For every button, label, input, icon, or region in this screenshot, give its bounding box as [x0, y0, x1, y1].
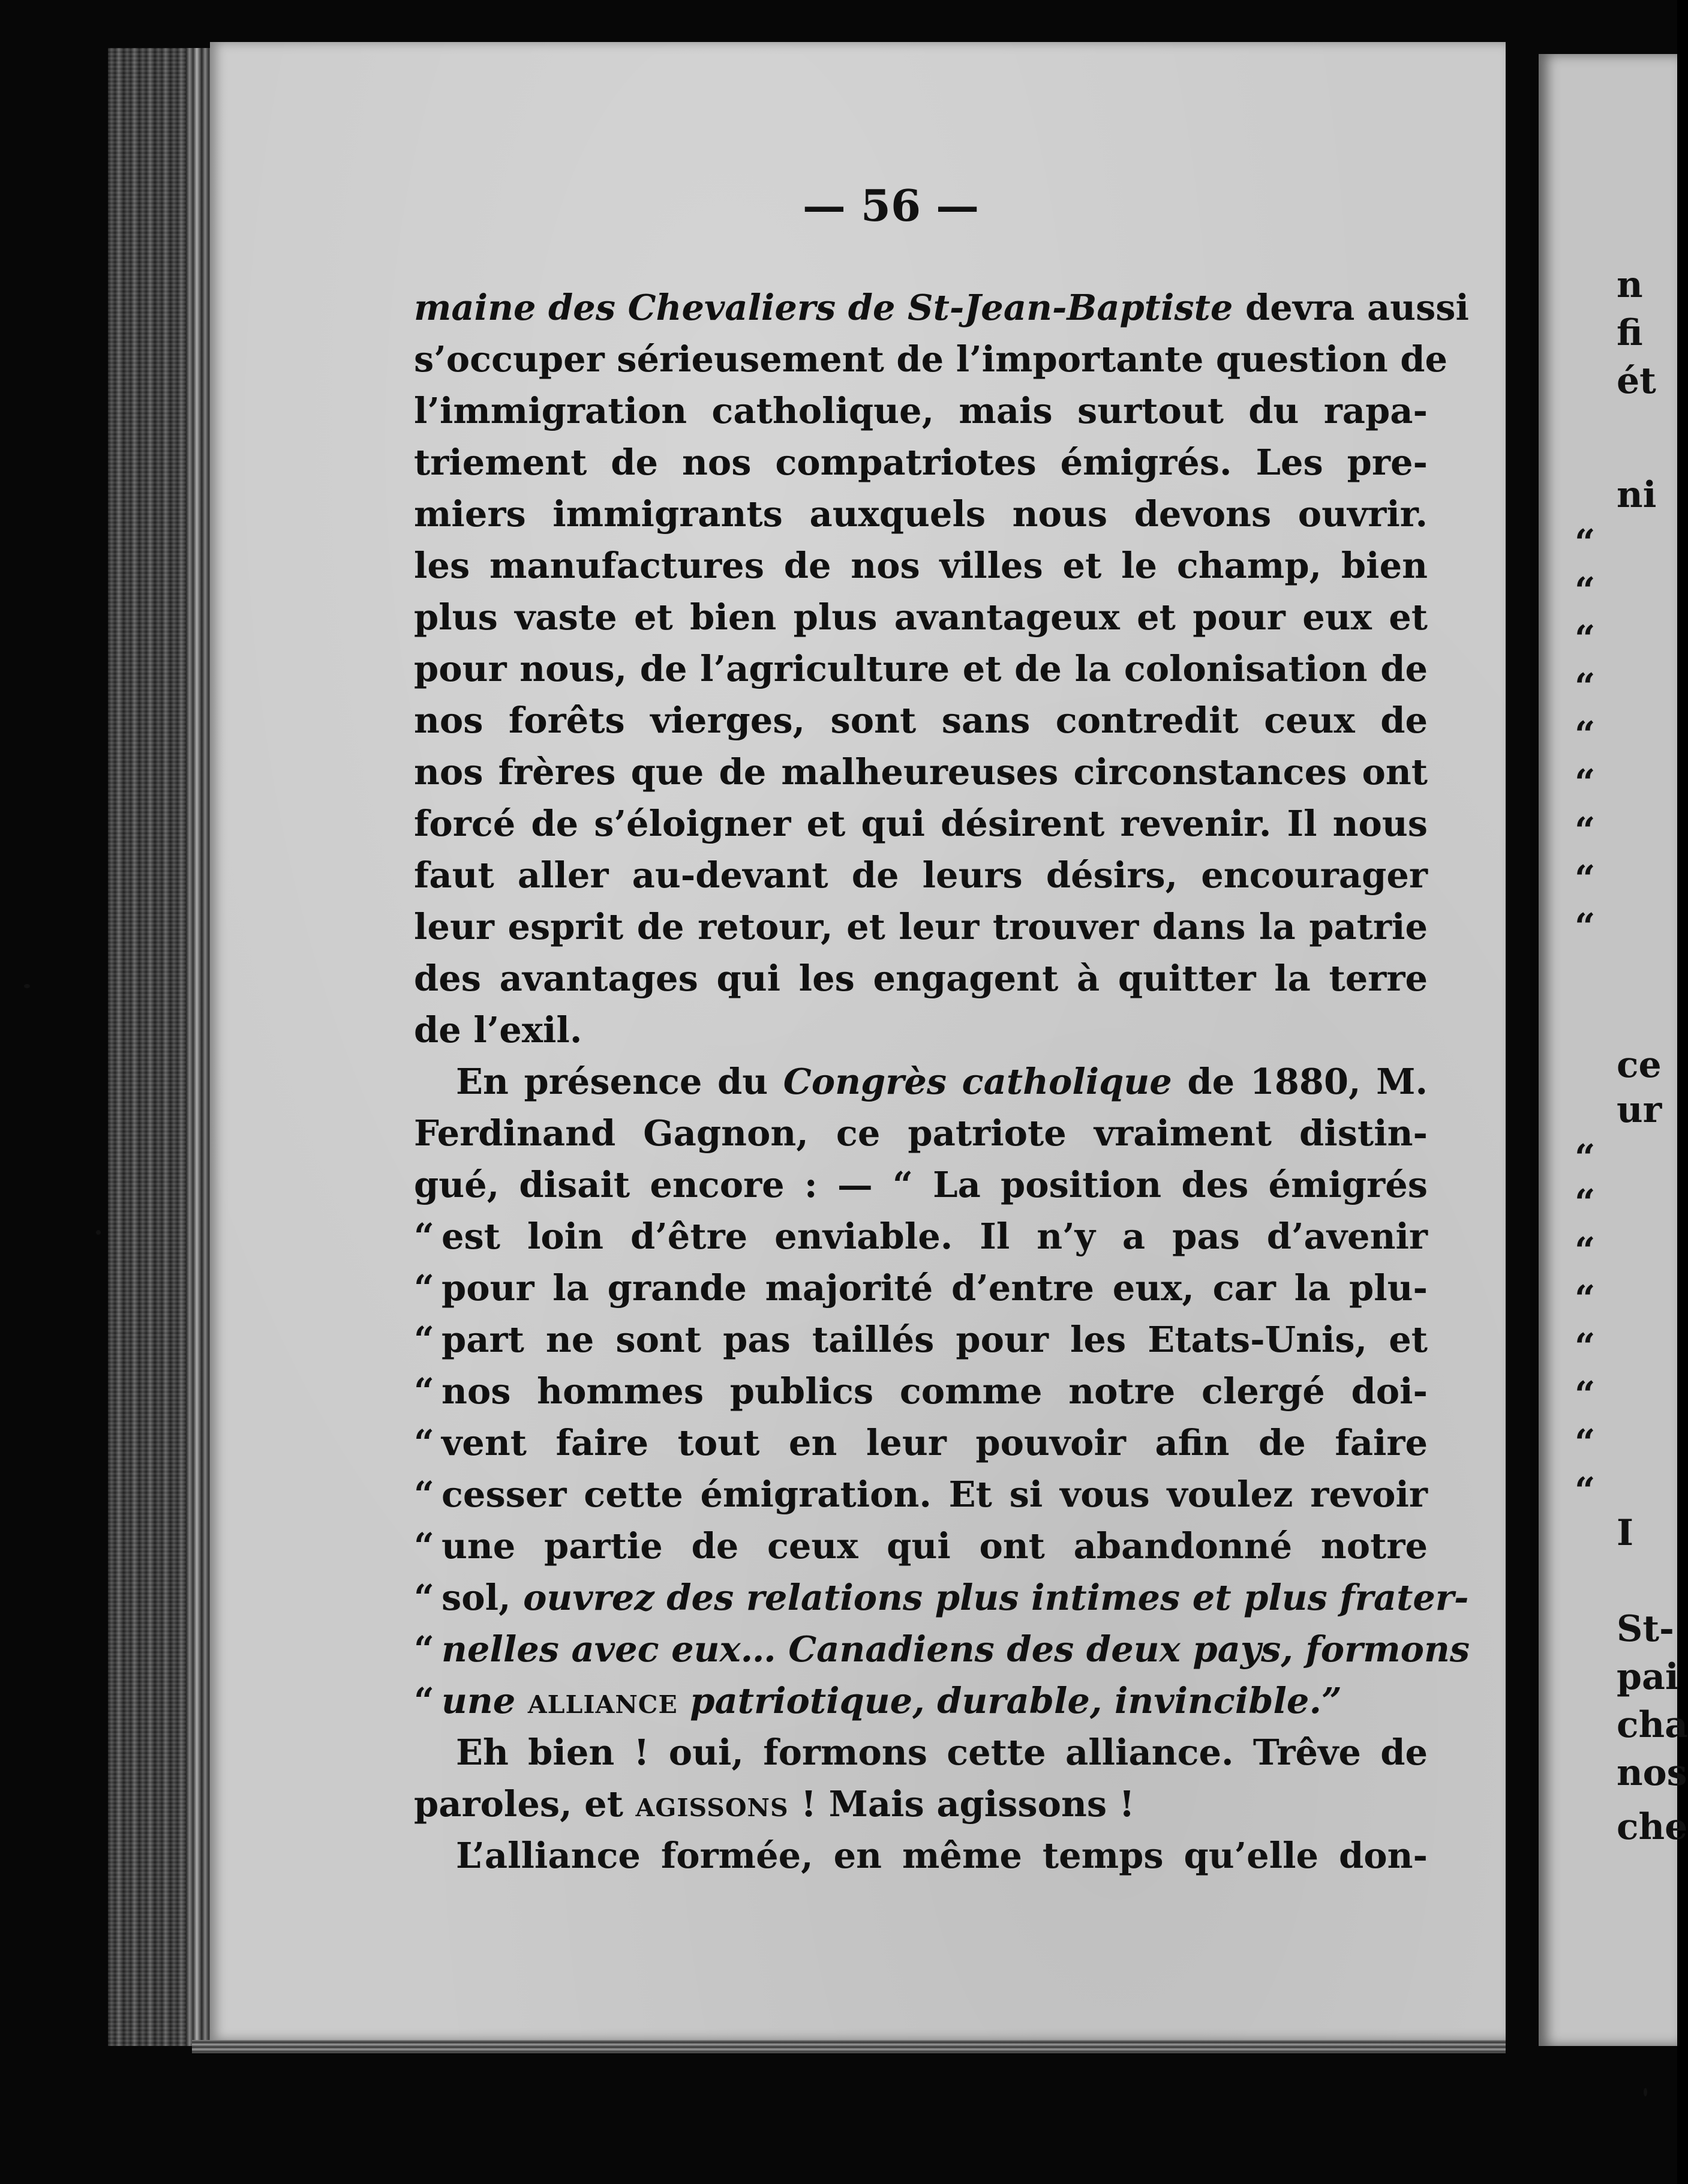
- facing-page-text-fragment: fi: [1617, 312, 1643, 354]
- italic-text: une: [441, 1680, 528, 1721]
- facing-page-text-fragment: “: [1575, 618, 1596, 660]
- text-segment: pour nous, de l’agriculture et de la colonisation de: [414, 648, 1428, 689]
- text-line: [414, 1778, 1428, 1830]
- text-line: [414, 385, 1428, 437]
- quote-mark: “: [414, 1267, 434, 1309]
- facing-page-text-fragment: “: [1575, 810, 1596, 852]
- quote-mark: “: [414, 1525, 434, 1567]
- quote-mark: “: [414, 1577, 434, 1618]
- facing-page-fragment: [1539, 54, 1688, 2046]
- text-line: [414, 850, 1428, 901]
- facing-page-text-fragment: “: [1575, 714, 1596, 756]
- quote-mark: “: [414, 1319, 434, 1360]
- text-segment: miers immigrants auxquels nous devons ouvrir.: [414, 493, 1428, 535]
- italic-text: nelles avec eux… Canadiens des deux pays, formons: [441, 1628, 1470, 1670]
- facing-page-text-fragment: che: [1617, 1806, 1688, 1848]
- scan-speck: [24, 984, 30, 988]
- quote-mark: “: [414, 1370, 434, 1412]
- facing-page-text-fragment: “: [1575, 1230, 1596, 1272]
- facing-page-text-fragment: “: [1575, 762, 1596, 804]
- facing-page-text-fragment: “: [1575, 1182, 1596, 1224]
- text-segment: une partie de ceux qui ont abandonné notre: [441, 1525, 1428, 1567]
- text-line: [414, 592, 1428, 643]
- book-page-bottom-edge: [192, 2040, 1506, 2053]
- text-segment: leur esprit de retour, et leur trouver dans la patrie: [414, 906, 1428, 947]
- italic-text: ouvrez des relations plus intimes et plus frater-: [523, 1577, 1469, 1618]
- text-line: [414, 1624, 1470, 1675]
- page-text: [414, 282, 1470, 1882]
- text-segment: faut aller au-devant de leurs désirs, encourager: [414, 854, 1428, 896]
- text-line: [414, 1366, 1428, 1417]
- text-line: [414, 1056, 1428, 1108]
- quote-mark: “: [414, 1474, 434, 1515]
- text-line: [414, 1262, 1428, 1314]
- text-line: [414, 1211, 1428, 1262]
- text-line: [414, 1469, 1428, 1520]
- text-segment: plus vaste et bien plus avantageux et pour eux et: [414, 596, 1428, 638]
- quote-mark: “: [414, 1628, 434, 1670]
- facing-page-text-fragment: St-: [1617, 1608, 1674, 1650]
- text-line: [414, 1108, 1428, 1159]
- facing-page-text-fragment: I: [1617, 1512, 1634, 1554]
- text-segment: Ferdinand Gagnon, ce patriote vraiment distin-: [414, 1112, 1428, 1154]
- text-segment: vent faire tout en leur pouvoir afin de faire: [441, 1422, 1428, 1463]
- text-line: [414, 643, 1428, 695]
- text-segment: part ne sont pas taillés pour les Etats-Unis, et: [441, 1319, 1428, 1360]
- quote-mark: “: [414, 1422, 434, 1463]
- facing-page-text-fragment: “: [1575, 858, 1596, 900]
- text-line: [414, 1520, 1428, 1572]
- text-line: [414, 540, 1428, 592]
- text-segment: nos frères que de malheureuses circonstances ont: [414, 751, 1428, 793]
- small-caps-text: agissons: [635, 1783, 789, 1825]
- text-segment: forcé de s’éloigner et qui désirent revenir. Il nous: [414, 803, 1428, 844]
- text-line: [414, 1572, 1469, 1624]
- facing-page-text-fragment: ur: [1617, 1089, 1662, 1131]
- text-segment: les manufactures de nos villes et le champ, bien: [414, 545, 1428, 586]
- text-line: [414, 1830, 1428, 1882]
- facing-page-text-fragment: cha: [1617, 1704, 1688, 1746]
- facing-page-text-fragment: “: [1575, 570, 1596, 612]
- text-segment: En présence du: [456, 1061, 783, 1102]
- text-line: [414, 334, 1448, 385]
- facing-page-text-fragment: “: [1575, 1278, 1596, 1320]
- text-line: [414, 488, 1428, 540]
- text-line: [414, 953, 1428, 1004]
- facing-page-text-fragment: “: [1575, 522, 1596, 564]
- text-line: [414, 798, 1428, 850]
- text-segment: devra aussi: [1233, 287, 1469, 328]
- text-line: [414, 282, 1469, 334]
- text-line: [414, 1727, 1428, 1778]
- text-segment: cesser cette émigration. Et si vous voulez revoir: [441, 1474, 1428, 1515]
- text-segment: triement de nos compatriotes émigrés. Les pre-: [414, 442, 1428, 483]
- page-number: — 56 —: [802, 180, 980, 231]
- text-line: [414, 695, 1428, 746]
- text-segment: l’immigration catholique, mais surtout du rapa-: [414, 390, 1428, 431]
- text-segment: Eh bien ! oui, formons cette alliance. Trêve de: [456, 1732, 1428, 1773]
- text-segment: paroles, et: [414, 1783, 636, 1825]
- text-line: [414, 437, 1428, 488]
- text-line: [414, 901, 1428, 953]
- italic-text: patriotique, durable, invincible.”: [677, 1680, 1342, 1721]
- facing-page-text-fragment: “: [1575, 1326, 1596, 1368]
- book-page: [210, 42, 1506, 2040]
- text-segment: sol,: [441, 1577, 524, 1618]
- quote-mark: “: [414, 1680, 434, 1721]
- facing-page-text-fragment: n: [1617, 264, 1643, 306]
- facing-page-text-fragment: “: [1575, 1137, 1596, 1179]
- italic-text: Congrès catholique: [783, 1061, 1172, 1102]
- text-segment: de l’exil.: [414, 1009, 582, 1051]
- text-segment: nos forêts vierges, sont sans contredit ceux de: [414, 700, 1428, 741]
- text-segment: pour la grande majorité d’entre eux, car la plu-: [441, 1267, 1428, 1309]
- facing-page-text-fragment: ni: [1617, 474, 1657, 516]
- text-segment: est loin d’être enviable. Il n’y a pas d’avenir: [441, 1216, 1428, 1257]
- facing-page-text-fragment: pai: [1617, 1656, 1679, 1698]
- facing-page-text-fragment: “: [1575, 1374, 1596, 1416]
- italic-text: maine des Chevaliers de St-Jean-Baptiste: [414, 287, 1233, 328]
- text-line: [414, 746, 1428, 798]
- quote-mark: “: [414, 1216, 434, 1257]
- text-segment: s’occuper sérieusement de l’importante question de: [414, 338, 1448, 380]
- facing-page-text-fragment: nos: [1617, 1752, 1687, 1794]
- text-segment: ! Mais agissons !: [788, 1783, 1135, 1825]
- text-segment: des avantages qui les engagent à quitter la terre: [414, 958, 1428, 999]
- small-caps-text: alliance: [527, 1680, 678, 1721]
- facing-page-text-fragment: “: [1575, 906, 1596, 948]
- text-segment: L’alliance formée, en même temps qu’elle don-: [456, 1835, 1428, 1876]
- text-line: [414, 1004, 1428, 1056]
- text-segment: nos hommes publics comme notre clergé doi-: [441, 1370, 1428, 1412]
- facing-page-text-fragment: “: [1575, 1470, 1596, 1512]
- text-segment: de 1880, M.: [1172, 1061, 1428, 1102]
- text-line: [414, 1417, 1428, 1469]
- scan-speck: [96, 1230, 101, 1235]
- text-line: [414, 1159, 1428, 1211]
- facing-page-text-fragment: “: [1575, 666, 1596, 708]
- facing-page-text-fragment: “: [1575, 1422, 1596, 1464]
- book-page-edges-shadow: [108, 48, 186, 2046]
- text-segment: gué, disait encore : — “ La position des émigrés: [414, 1164, 1428, 1205]
- text-line: [414, 1675, 1428, 1727]
- scan-speck: [1644, 2088, 1647, 2096]
- text-line: [414, 1314, 1428, 1366]
- facing-page-text-fragment: ét: [1617, 360, 1656, 402]
- facing-page-text-fragment: ce: [1617, 1044, 1662, 1086]
